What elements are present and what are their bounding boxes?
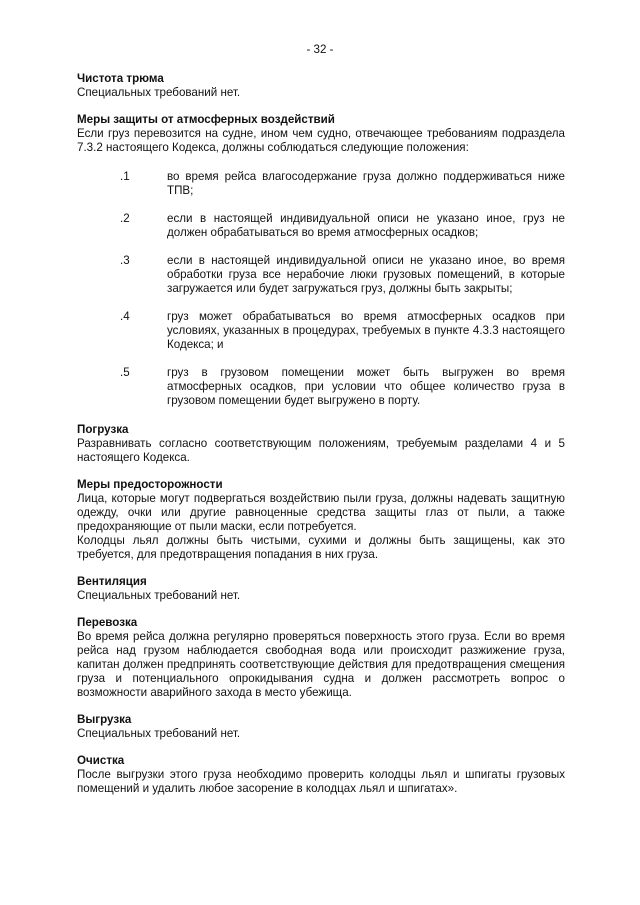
list-item-text: если в настоящей индивидуальной описи не указано иное, груз не должен обрабатываться во время атмосферных осадков; <box>167 212 565 239</box>
list-item <box>77 254 565 296</box>
page-number: - 32 - <box>306 43 334 56</box>
section-text: Колодцы льял должны быть чистыми, сухими и должны быть защищены, как это требуется, для предотвращения попадания в них груза. <box>77 534 565 561</box>
section-text: Лица, которые могут подвергаться воздействию пыли груза, должны надевать защитную одежду, очки или другие равноценные средства защиты глаз от пыли, а также предохраняющие от пыли маски, если потребуется. <box>77 492 565 533</box>
section-text: После выгрузки этого груза необходимо проверить колодцы льял и шпигаты грузовых помещений и удалить любое засорение в колодцах льял и шпигатах». <box>77 768 565 795</box>
section-text: Специальных требований нет. <box>77 86 241 99</box>
section-heading: Очистка <box>77 754 125 767</box>
section-weather-precautions <box>77 113 565 408</box>
section-heading: Перевозка <box>77 616 138 629</box>
section-text: Специальных требований нет. <box>77 727 241 740</box>
list-item-text: груз может обрабатываться во время атмосферных осадков при условиях, указанных в процедурах, требуемых в пункте 4.3.3 настоящего Кодекса; и <box>167 310 565 351</box>
section-text: Разравнивать согласно соответствующим положениям, требуемым разделами 4 и 5 настоящего Кодекса. <box>77 437 565 464</box>
section-heading: Меры предосторожности <box>77 478 223 491</box>
section-intro: Если груз перевозится на судне, ином чем судно, отвечающее требованиям подраздела 7.3.2 настоящего Кодекса, должны соблюдаться следующие положения: <box>77 127 565 154</box>
section-heading: Погрузка <box>77 423 129 436</box>
section-cleaning <box>77 754 565 796</box>
section-heading: Меры защиты от атмосферных воздействий <box>77 113 335 126</box>
section-discharge <box>77 713 565 741</box>
list-item <box>77 366 565 408</box>
list-item-number: .5 <box>120 366 130 379</box>
section-carriage <box>77 616 565 700</box>
list-item <box>77 170 565 198</box>
list-item <box>77 310 565 352</box>
section-text: Во время рейса должна регулярно проверяться поверхность этого груза. Если во время рейса над грузом наблюдается свободная вода или происходит разжижение груза, капитан должен предпринять соответствующие действия для предотвращения смещения груза и потенциального опрокидывания судна и должен рассмотреть вопрос о возможности аварийного захода в место убежища. <box>77 630 565 699</box>
list-item-text: во время рейса влагосодержание груза должно поддерживаться ниже ТПВ; <box>167 170 565 197</box>
section-hold-cleanliness <box>77 72 565 100</box>
section-loading <box>77 423 565 465</box>
list-item-text: груз в грузовом помещении может быть выгружен во время атмосферных осадков, при условии что общее количество груза в грузовом помещении будет выгружено в порту. <box>167 366 565 407</box>
section-text: Специальных требований нет. <box>77 589 241 602</box>
section-heading: Вентиляция <box>77 575 147 588</box>
list-item-text: если в настоящей индивидуальной описи не указано иное, во время обработки груза все нерабочие люки грузовых помещений, в которые загружается или будет загружаться груз, должны быть закрыты; <box>167 254 565 295</box>
document-body <box>77 72 565 796</box>
list-item-number: .4 <box>120 310 130 323</box>
section-ventilation <box>77 575 565 603</box>
section-heading: Чистота трюма <box>77 72 164 85</box>
list-item-number: .3 <box>120 254 130 267</box>
list-item-number: .2 <box>120 212 130 225</box>
section-heading: Выгрузка <box>77 713 132 726</box>
list-item-number: .1 <box>120 170 130 183</box>
list-item <box>77 212 565 240</box>
section-precautions <box>77 478 565 562</box>
